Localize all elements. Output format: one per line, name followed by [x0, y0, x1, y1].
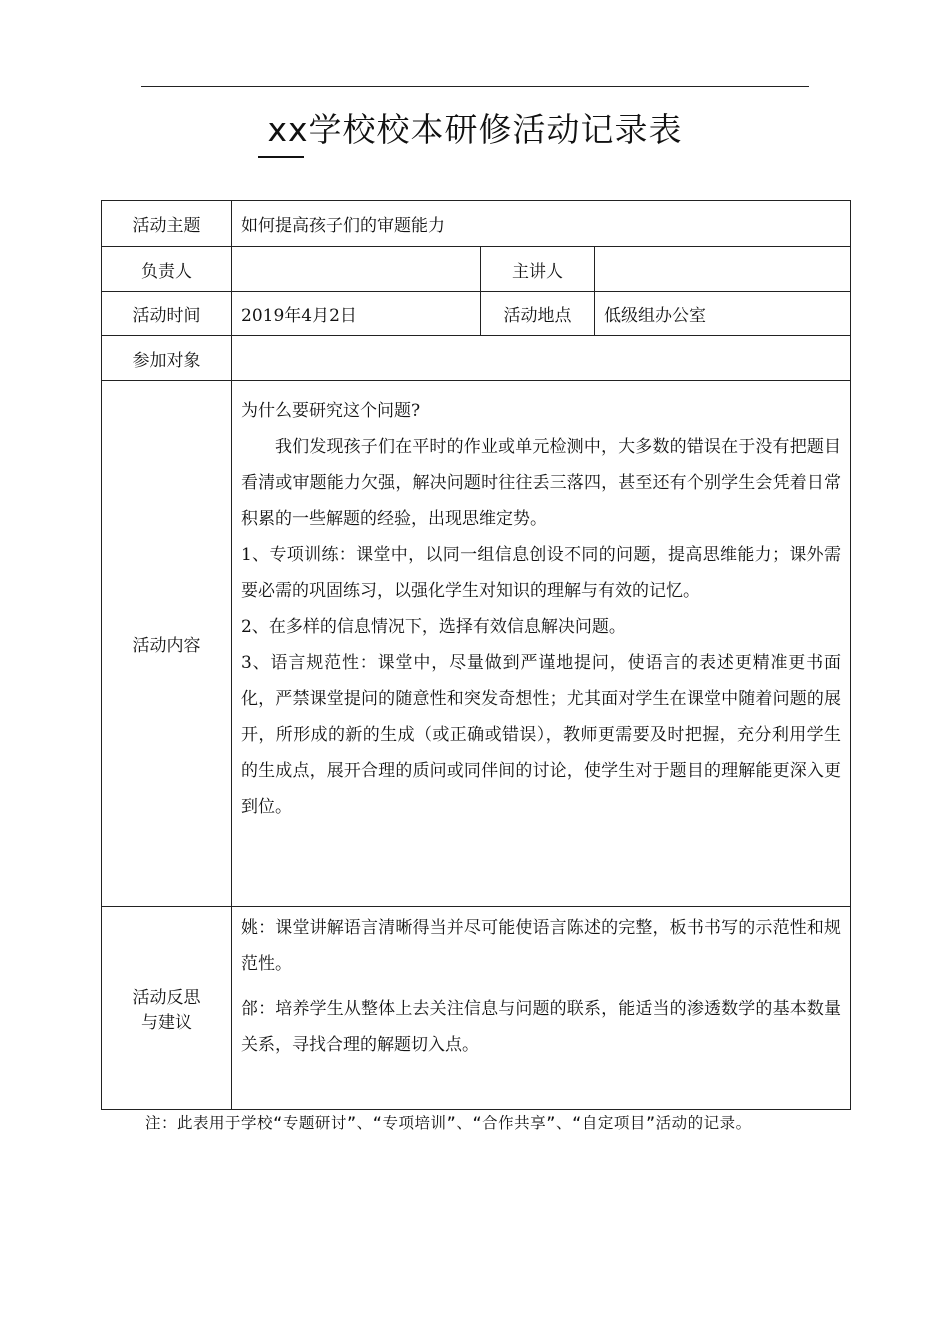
reflection-cell [232, 907, 851, 1110]
label-content: 活动内容 [102, 381, 232, 907]
row-theme [102, 201, 851, 247]
content-question: 为什么要研究这个问题? [241, 401, 421, 421]
label-owner: 负责人 [102, 247, 232, 292]
reflection-yao: 姚：课堂讲解语言清晰得当并尽可能使语言陈述的完整，板书书写的示范性和规范性。 [241, 918, 842, 974]
page-title: xx学校校本研修活动记录表 [267, 110, 683, 149]
row-owner [102, 247, 851, 292]
label-participants: 参加对象 [102, 336, 232, 381]
label-speaker: 主讲人 [481, 247, 595, 292]
label-reflection [102, 907, 232, 1110]
label-reflection-line2: 与建议 [141, 1013, 192, 1033]
row-time [102, 292, 851, 336]
label-time: 活动时间 [102, 292, 232, 336]
content-item-3: 3、语言规范性：课堂中，尽量做到严谨地提问，使语言的表述更精准更书面化，严禁课堂提问的随意性和突发奇想性；尤其面对学生在课堂中随着问题的展开，所形成的新的生成（或正确或错误），教师更需要及时把握，充分利用学生的生成点，展开合理的质问或同伴间的讨论，使学生对于题目的理解能更深入更到位。 [241, 653, 842, 817]
row-content [102, 381, 851, 907]
value-participants [232, 336, 851, 381]
content-item-1: 1、专项训练：课堂中，以同一组信息创设不同的问题，提高思维能力；课外需要必需的巩固练习，以强化学生对知识的理解与有效的记忆。 [241, 545, 842, 601]
value-speaker [595, 247, 851, 292]
header-rule [141, 86, 809, 87]
value-theme: 如何提高孩子们的审题能力 [232, 201, 851, 247]
row-reflection [102, 907, 851, 1110]
row-participants [102, 336, 851, 381]
footnote: 注：此表用于学校“专题研讨”、“专项培训”、“合作共享”、“自定项目”活动的记录。 [145, 1114, 752, 1132]
reflection-he: 郃：培养学生从整体上去关注信息与问题的联系，能适当的渗透数学的基本数量关系，寻找合理的解题切入点。 [241, 999, 842, 1055]
content-paragraph: 我们发现孩子们在平时的作业或单元检测中，大多数的错误在于没有把题目看清或审题能力欠强，解决问题时往往丢三落四，甚至还有个别学生会凭着日常积累的一些解题的经验，出现思维定势。 [241, 437, 842, 529]
title-underline [258, 156, 304, 158]
value-owner [232, 247, 481, 292]
label-theme: 活动主题 [102, 201, 232, 247]
label-location: 活动地点 [481, 292, 595, 336]
value-location: 低级组办公室 [595, 292, 851, 336]
record-table [101, 200, 851, 1110]
value-time: 2019年4月2日 [232, 292, 481, 336]
content-item-2: 2、在多样的信息情况下，选择有效信息解决问题。 [241, 617, 626, 637]
label-reflection-line1: 活动反思 [132, 988, 201, 1008]
content-cell [232, 381, 851, 907]
